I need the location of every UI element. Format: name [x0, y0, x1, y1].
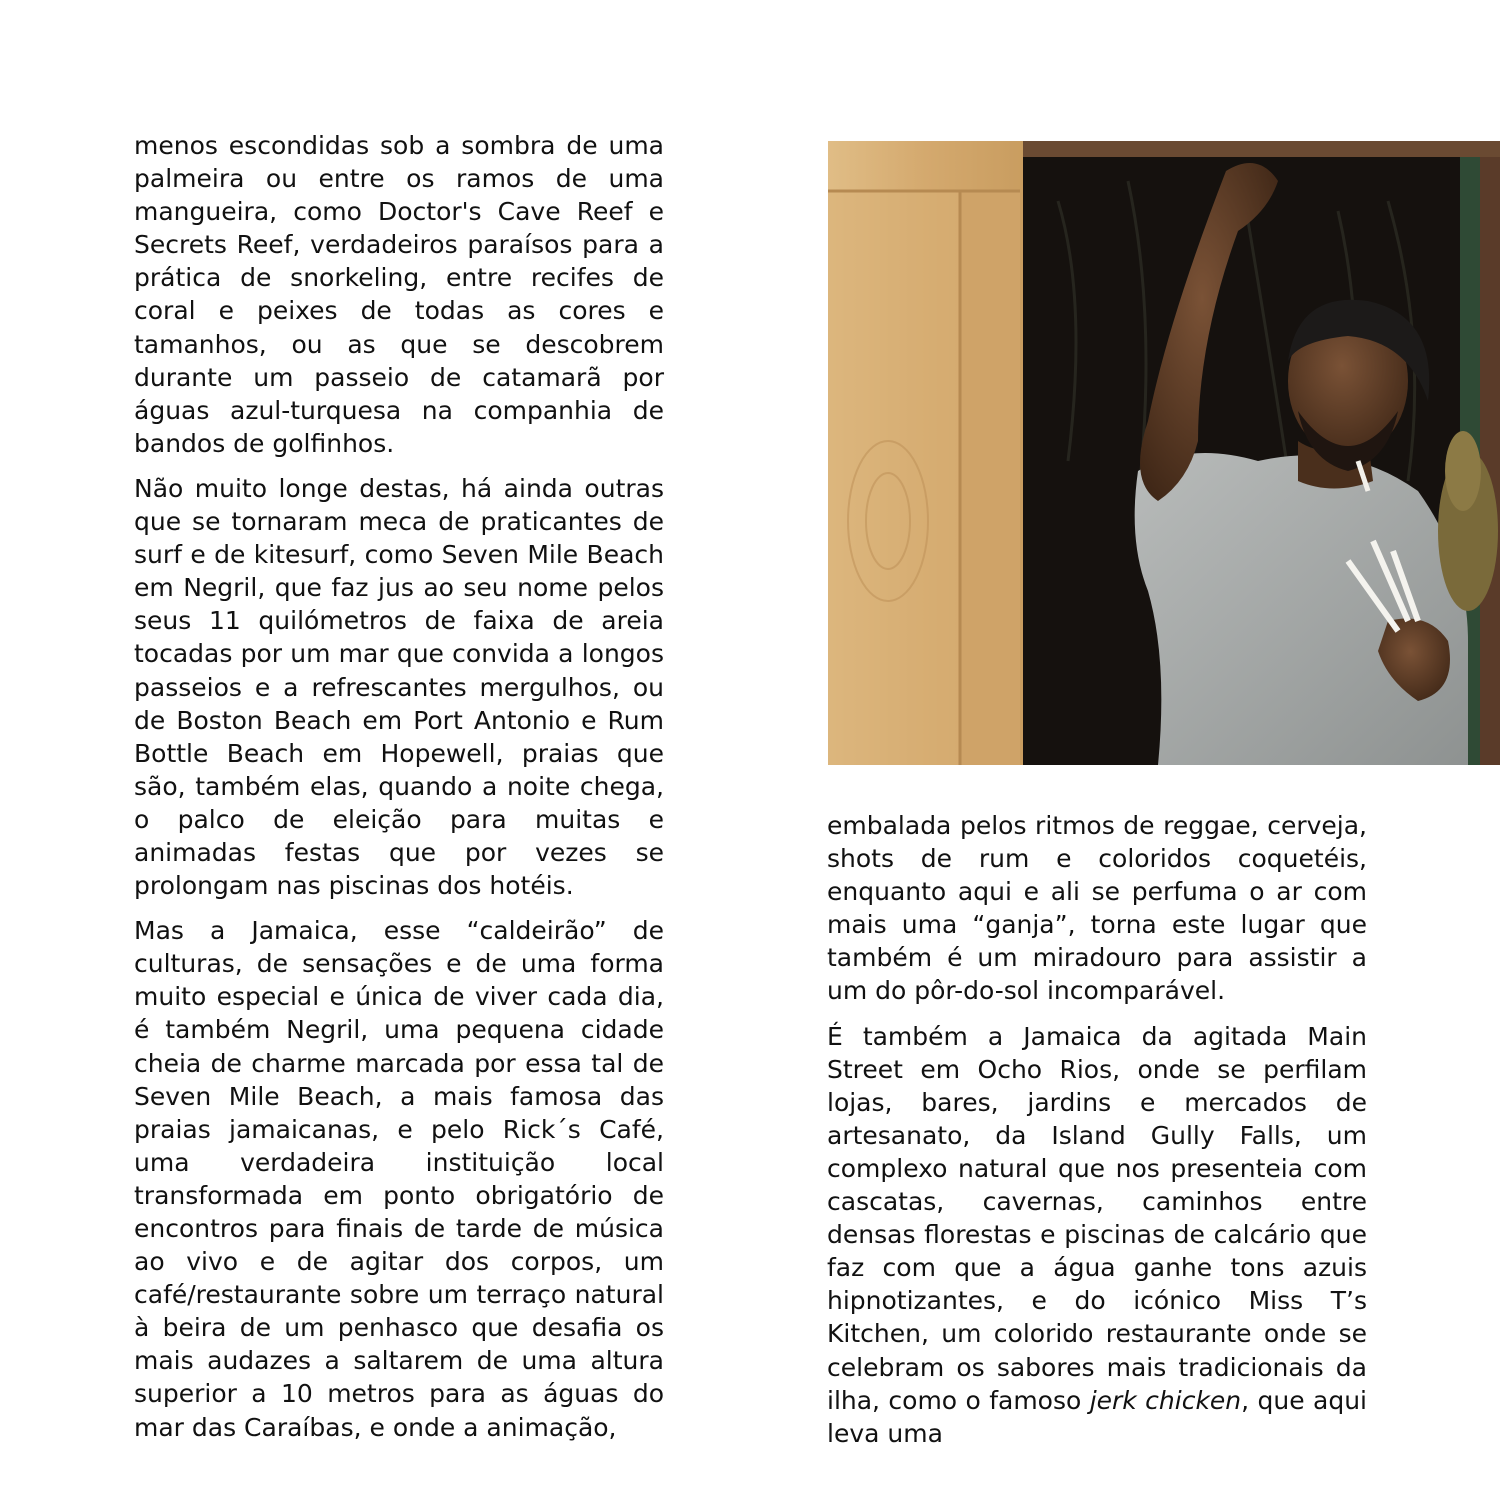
right-text-column — [827, 809, 1367, 1462]
left-paragraph-1: menos escondidas sob a sombra de uma palmeira ou entre os ramos de uma mangueira, como Doctor's Cave Reef e Secrets Reef, verdadeiros paraísos para a prática de snorkeling, entre recifes de coral e peixes de todas as cores e tamanhos, ou as que se descobrem durante um passeio de catamarã por águas azul-turquesa na companhia de bandos de golfinhos. — [134, 131, 664, 458]
italic-dish-name: jerk chicken — [1089, 1385, 1242, 1415]
right-paragraph-2-end: , que aqui leva uma — [827, 1385, 1367, 1448]
left-paragraph-3: Mas a Jamaica, esse “caldeirão” de culturas, de sensações e de uma forma muito especial e única de viver cada dia, é também Negril, uma pequena cidade cheia de charme marcada por essa tal de Seven Mile Beach, a mais famosa das praias jamaicanas, e pelo Rick´s Café, uma verdadeira instituição local transformada em ponto obrigatório de encontros para finais de tarde de música ao vivo e de agitar dos corpos, um café/restaurante sobre um terraço natural à beira de um penhasco que desafia os mais audazes a saltarem de uma altura superior a 10 metros para as águas do mar das Caraíbas, e onde a animação, — [134, 916, 664, 1442]
left-text-column — [134, 129, 664, 1456]
man-in-doorway-photo — [828, 141, 1500, 765]
right-paragraph-2 — [827, 1020, 1367, 1450]
right-paragraph-1: embalada pelos ritmos de reggae, cerveja, shots de rum e coloridos coquetéis, enquanto aqui e ali se perfuma o ar com mais uma “ganja”, torna este lugar que também é um miradouro para assistir a um do pôr-do-sol incomparável. — [827, 811, 1367, 1006]
left-paragraph-2: Não muito longe destas, há ainda outras que se tornaram meca de praticantes de surf e de kitesurf, como Seven Mile Beach em Negril, que faz jus ao seu nome pelos seus 11 quilómetros de faixa de areia tocadas por um mar que convida a longos passeios e a refrescantes mergulhos, ou de Boston Beach em Port Antonio e Rum Bottle Beach em Hopewell, praias que são, também elas, quando a noite chega, o palco de eleição para muitas e animadas festas que por vezes se prolongam nas piscinas dos hotéis. — [134, 473, 664, 901]
right-paragraph-2-start: É também a Jamaica da agitada Main Street em Ocho Rios, onde se perfilam lojas, bares, jardins e mercados de artesanato, da Island Gully Falls, um complexo natural que nos presenteia com cascatas, cavernas, caminhos entre densas florestas e piscinas de calcário que faz com que a água ganhe tons azuis hipnotizantes, e do icónico Miss T’s Kitchen, um colorido restaurante onde se celebram os sabores mais tradicionais da ilha, como o famoso — [827, 1021, 1367, 1415]
